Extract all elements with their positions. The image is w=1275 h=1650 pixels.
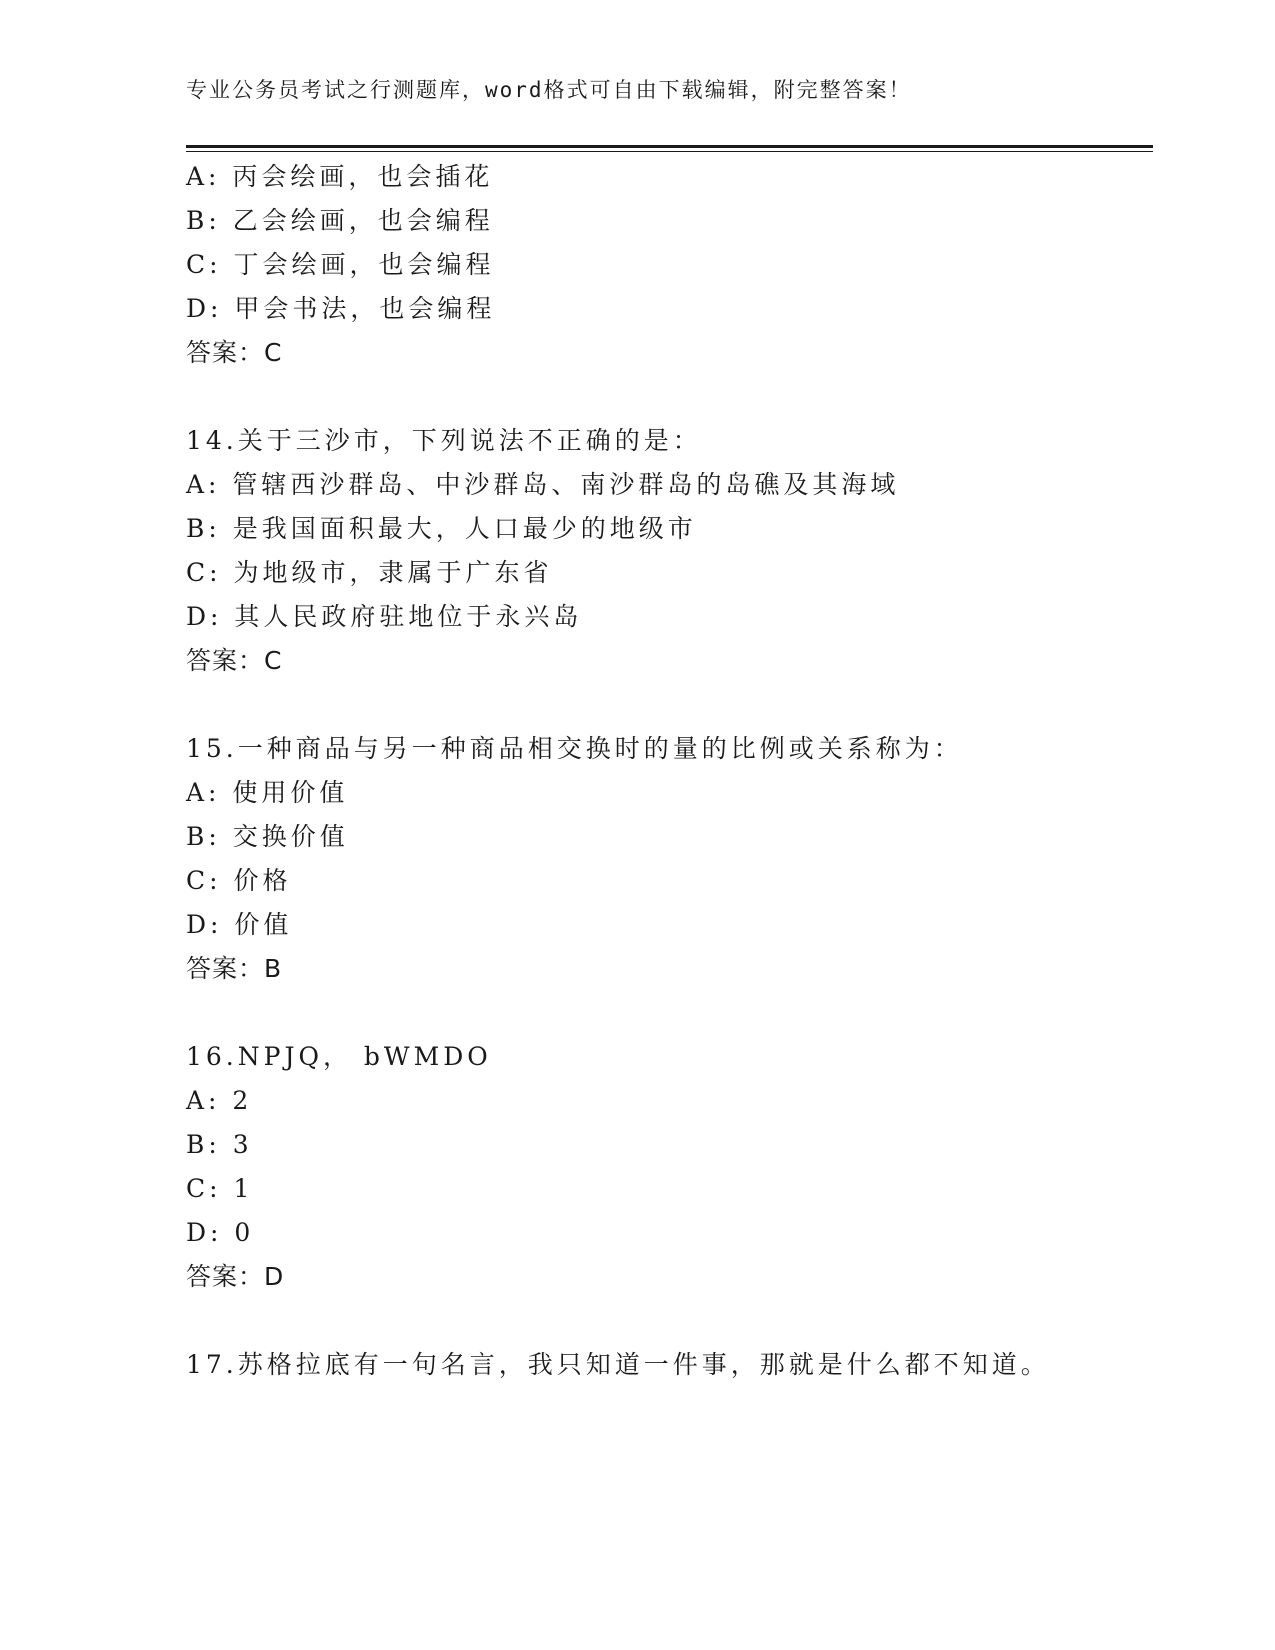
q15-option-c: C: 价格: [186, 866, 292, 895]
q15-answer: 答案：B: [186, 954, 283, 983]
prev-answer: 答案：C: [186, 338, 283, 367]
q14-option-d: D: 其人民政府驻地位于永兴岛: [186, 602, 583, 631]
q16-option-a: A: 2: [186, 1086, 253, 1115]
q14-answer: 答案：C: [186, 646, 283, 675]
prev-option-a: A: 丙会绘画，也会插花: [186, 162, 494, 191]
q14-stem: 14.关于三沙市，下列说法不正确的是：: [186, 426, 702, 455]
q17-stem: 17.苏格拉底有一句名言，我只知道一件事，那就是什么都不知道。: [186, 1350, 1050, 1379]
q16-option-b: B: 3: [186, 1130, 253, 1159]
header-rule-thick: [186, 145, 1153, 148]
q14-option-c: C: 为地级市，隶属于广东省: [186, 558, 553, 587]
q16-option-c: C: 1: [186, 1174, 254, 1203]
q15-option-a: A: 使用价值: [186, 778, 349, 807]
q16-stem: 16.NPJQ， bWMDO: [186, 1042, 492, 1071]
page-header: 专业公务员考试之行测题库，word格式可自由下载编辑，附完整答案！: [186, 78, 912, 102]
q14-option-b: B: 是我国面积最大，人口最少的地级市: [186, 514, 697, 543]
prev-option-c: C: 丁会绘画，也会编程: [186, 250, 495, 279]
header-rule-thin: [186, 151, 1153, 152]
q14-option-a: A: 管辖西沙群岛、中沙群岛、南沙群岛的岛礁及其海域: [186, 470, 900, 499]
prev-option-b: B: 乙会绘画，也会编程: [186, 206, 494, 235]
q15-stem: 15.一种商品与另一种商品相交换时的量的比例或关系称为：: [186, 734, 963, 763]
q16-option-d: D: 0: [186, 1218, 255, 1247]
q15-option-b: B: 交换价值: [186, 822, 349, 851]
prev-option-d: D: 甲会书法，也会编程: [186, 294, 496, 323]
q16-answer: 答案：D: [186, 1262, 285, 1291]
q15-option-d: D: 价值: [186, 910, 293, 939]
